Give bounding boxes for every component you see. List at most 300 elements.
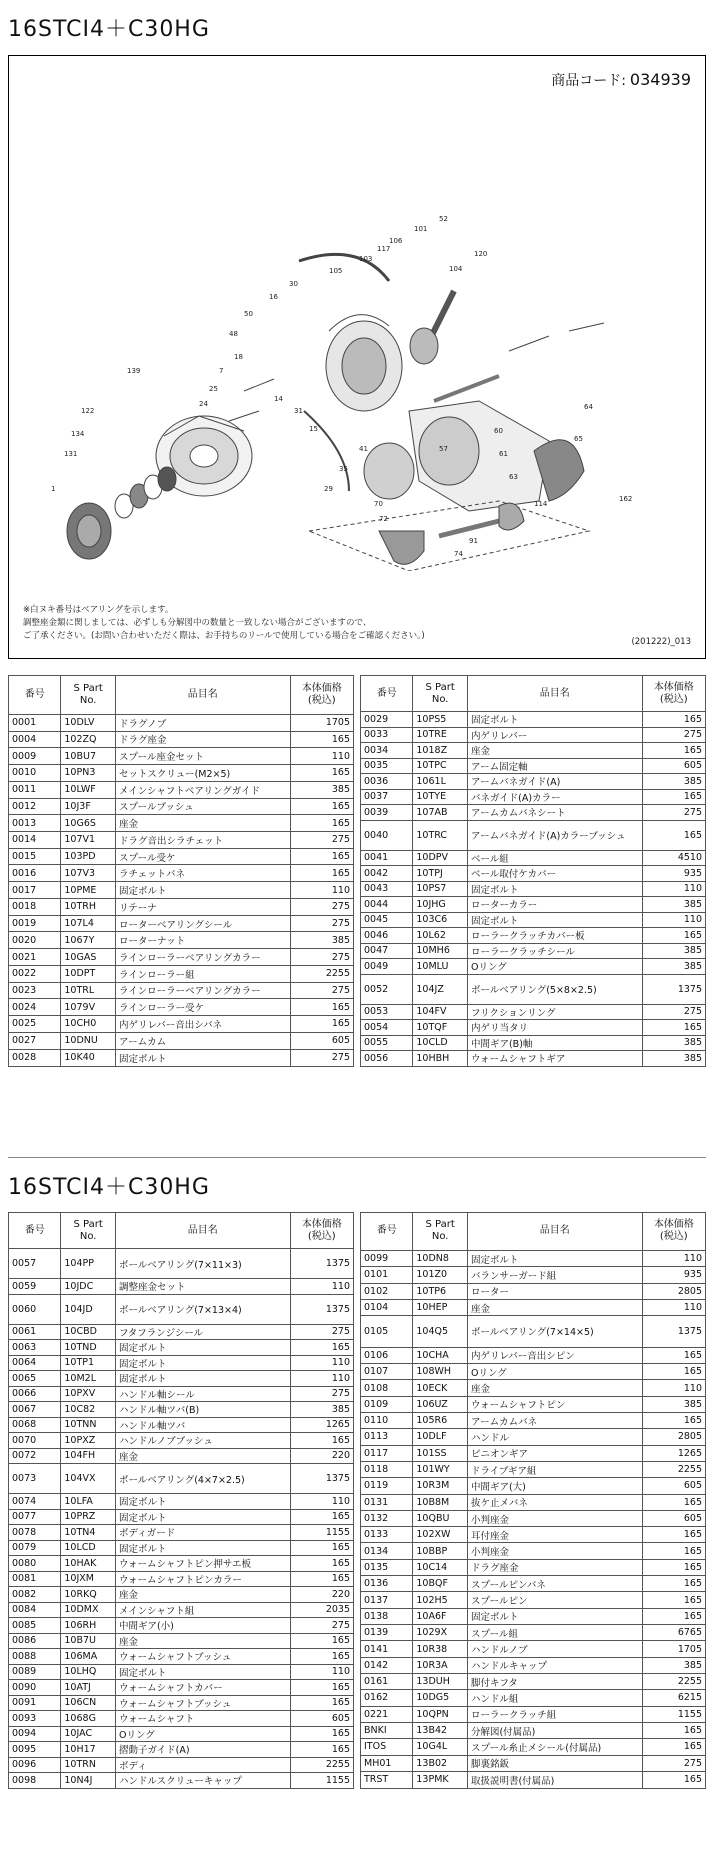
cell-price: 165: [290, 1540, 353, 1556]
cell-price: 275: [642, 805, 705, 821]
svg-text:162: 162: [619, 495, 633, 503]
header-name: 品目名: [115, 676, 290, 715]
cell-part-no: 1068G: [61, 1711, 116, 1727]
cell-number: 0138: [361, 1608, 413, 1624]
cell-item-name: アームカム: [115, 1032, 290, 1049]
cell-number: 0036: [361, 774, 413, 790]
cell-part-no: 10DMX: [61, 1602, 116, 1618]
cell-item-name: 中間ギア(大): [467, 1478, 642, 1494]
cell-item-name: 内ゲリレバー音出シピン: [467, 1347, 642, 1363]
cell-number: 0065: [9, 1371, 61, 1387]
header-price-line1: 本体価格: [301, 682, 342, 694]
cell-number: 0019: [9, 915, 61, 932]
cell-price: 4510: [642, 850, 705, 866]
cell-number: 0034: [361, 743, 413, 759]
cell-item-name: 中間ギア(小): [115, 1618, 290, 1634]
parts-table: [8, 675, 354, 1067]
cell-part-no: 10JDC: [61, 1279, 116, 1295]
svg-text:74: 74: [454, 550, 463, 558]
cell-item-name: ハンドルノブブッシュ: [115, 1433, 290, 1449]
cell-price: 165: [290, 1340, 353, 1356]
cell-price: 165: [642, 712, 705, 728]
cell-part-no: 13B02: [413, 1755, 468, 1771]
cell-part-no: 10TQF: [413, 1020, 468, 1036]
cell-number: 0009: [9, 748, 61, 765]
cell-item-name: 固定ボルト: [115, 1371, 290, 1387]
cell-price: 1265: [642, 1445, 705, 1461]
cell-item-name: フリクションリング: [467, 1004, 642, 1020]
cell-part-no: 10CLD: [413, 1035, 468, 1051]
cell-item-name: ハンドル組: [467, 1690, 642, 1706]
cell-price: 2035: [290, 1602, 353, 1618]
reel-exploded-view: [29, 151, 659, 571]
table-row: [361, 789, 706, 805]
cell-number: 0086: [9, 1633, 61, 1649]
cell-part-no: 10B7U: [61, 1633, 116, 1649]
cell-item-name: ハンドル軸ツバ: [115, 1417, 290, 1433]
cell-number: 0024: [9, 999, 61, 1016]
cell-number: 0047: [361, 943, 413, 959]
cell-number: 0104: [361, 1299, 413, 1315]
header-part-no: [413, 676, 468, 712]
table-row: [361, 866, 706, 882]
table-row: [361, 1739, 706, 1755]
header-row: [361, 676, 706, 712]
cell-price: 275: [290, 1049, 353, 1066]
cell-price: 385: [290, 1402, 353, 1418]
table-row: [9, 1711, 354, 1727]
table-row: [361, 912, 706, 928]
cell-price: 165: [290, 1016, 353, 1033]
diagram-reference: (201222)_013: [631, 637, 691, 647]
cell-part-no: 1067Y: [61, 932, 116, 949]
cell-item-name: リテーナ: [115, 898, 290, 915]
cell-price: 165: [642, 1020, 705, 1036]
cell-price: 275: [290, 898, 353, 915]
cell-number: 0072: [9, 1448, 61, 1464]
table-row: [361, 712, 706, 728]
table-row: [361, 758, 706, 774]
cell-number: 0142: [361, 1657, 413, 1673]
table-row: [9, 1664, 354, 1680]
cell-item-name: アームカムバネシート: [467, 805, 642, 821]
table-row: [361, 928, 706, 944]
cell-part-no: 10JHG: [413, 897, 468, 913]
cell-part-no: 10TPC: [413, 758, 468, 774]
table-row: [9, 1402, 354, 1418]
cell-item-name: ハンドル: [467, 1429, 642, 1445]
header-price: [642, 1213, 705, 1251]
table-row: [9, 1324, 354, 1340]
cell-number: 0057: [9, 1249, 61, 1279]
cell-item-name: 固定ボルト: [115, 1355, 290, 1371]
header-price-line1: 本体価格: [301, 1218, 342, 1230]
table-row: [9, 949, 354, 966]
cell-number: 0099: [361, 1250, 413, 1266]
cell-item-name: ラチェットバネ: [115, 865, 290, 882]
table-row: [361, 959, 706, 975]
header-name: 品目名: [467, 676, 642, 712]
cell-number: 0073: [9, 1464, 61, 1494]
cell-price: 275: [290, 1386, 353, 1402]
cell-price: 1705: [290, 714, 353, 731]
cell-number: 0018: [9, 898, 61, 915]
cell-price: 165: [290, 1726, 353, 1742]
cell-number: 0093: [9, 1711, 61, 1727]
cell-number: 0041: [361, 850, 413, 866]
cell-price: 110: [642, 1250, 705, 1266]
table-row: [361, 1429, 706, 1445]
cell-price: 275: [642, 727, 705, 743]
cell-part-no: 10H17: [61, 1742, 116, 1758]
table-row: [9, 1279, 354, 1295]
cell-part-no: 104PP: [61, 1249, 116, 1279]
table-row: [361, 1690, 706, 1706]
cell-number: 0012: [9, 798, 61, 815]
table-row: [361, 1051, 706, 1067]
table-row: [9, 1618, 354, 1634]
cell-part-no: 106UZ: [413, 1396, 468, 1412]
cell-price: 605: [642, 758, 705, 774]
svg-text:103: 103: [359, 255, 373, 263]
table-row: [9, 1371, 354, 1387]
svg-text:65: 65: [574, 435, 583, 443]
cell-price: 2255: [290, 1757, 353, 1773]
header-part-line2: No.: [431, 1231, 449, 1243]
cell-part-no: 10M2L: [61, 1371, 116, 1387]
cell-item-name: スプール座金セット: [115, 748, 290, 765]
cell-number: 0085: [9, 1618, 61, 1634]
cell-item-name: 固定ボルト: [467, 912, 642, 928]
header-no: 番号: [361, 1213, 413, 1251]
cell-price: 2805: [642, 1429, 705, 1445]
table-row: [9, 1556, 354, 1572]
cell-part-no: 10HEP: [413, 1299, 468, 1315]
table-row: [361, 1592, 706, 1608]
cell-item-name: 調整座金セット: [115, 1279, 290, 1295]
cell-part-no: 1061L: [413, 774, 468, 790]
product-code-label: 商品コード:: [551, 73, 626, 89]
table-row: [361, 1347, 706, 1363]
product-code-value: 034939: [629, 70, 691, 89]
cell-part-no: 106MA: [61, 1649, 116, 1665]
cell-part-no: 10PXV: [61, 1386, 116, 1402]
cell-price: 6765: [642, 1625, 705, 1641]
cell-price: 275: [290, 832, 353, 849]
header-price-line2: (税込): [307, 1230, 336, 1242]
header-row: [9, 676, 354, 715]
header-part-line1: S Part: [73, 682, 103, 694]
cell-number: 0094: [9, 1726, 61, 1742]
header-part-line2: No.: [431, 693, 449, 705]
table-row: [9, 1433, 354, 1449]
cell-item-name: ウォームシャフト: [115, 1711, 290, 1727]
cell-part-no: 10LCD: [61, 1540, 116, 1556]
table-row: [361, 1576, 706, 1592]
cell-number: 0101: [361, 1267, 413, 1283]
cell-item-name: ウォームシャフトピンカラー: [115, 1571, 290, 1587]
cell-price: 165: [642, 1722, 705, 1738]
header-row: [361, 1213, 706, 1251]
cell-item-name: 内ゲリ当タリ: [467, 1020, 642, 1036]
cell-number: 0027: [9, 1032, 61, 1049]
svg-text:122: 122: [81, 407, 95, 415]
cell-item-name: 脚付キフタ: [467, 1673, 642, 1689]
cell-item-name: メインシャフトベアリングガイド: [115, 781, 290, 798]
header-part-line1: S Part: [73, 1218, 103, 1230]
cell-part-no: 101SS: [413, 1445, 468, 1461]
cell-item-name: ボールベアリング(5×8×2.5): [467, 974, 642, 1004]
table-row: [9, 965, 354, 982]
cell-item-name: 固定ボルト: [115, 1540, 290, 1556]
cell-number: 0013: [9, 815, 61, 832]
table-row: [361, 1706, 706, 1722]
cell-item-name: ローラークラッチシール: [467, 943, 642, 959]
svg-text:29: 29: [324, 485, 333, 493]
cell-part-no: 10B8M: [413, 1494, 468, 1510]
cell-item-name: アームバネガイド(A)カラーブッシュ: [467, 820, 642, 850]
cell-part-no: 101WY: [413, 1461, 468, 1477]
cell-item-name: 固定ボルト: [115, 1340, 290, 1356]
table-row: [361, 1657, 706, 1673]
cell-price: 165: [290, 848, 353, 865]
cell-price: 605: [290, 1711, 353, 1727]
header-price-line1: 本体価格: [653, 681, 694, 693]
table-row: [9, 1525, 354, 1541]
cell-item-name: ベール取付ケカバー: [467, 866, 642, 882]
cell-price: 385: [642, 1396, 705, 1412]
svg-text:120: 120: [474, 250, 488, 258]
product-code: [551, 70, 691, 90]
cell-price: 165: [290, 1633, 353, 1649]
svg-text:48: 48: [229, 330, 238, 338]
cell-item-name: ベール組: [467, 850, 642, 866]
table-row: [9, 1294, 354, 1324]
cell-part-no: 102H5: [413, 1592, 468, 1608]
svg-text:101: 101: [414, 225, 428, 233]
cell-part-no: 10DLV: [61, 714, 116, 731]
cell-number: 0131: [361, 1494, 413, 1510]
svg-text:1: 1: [51, 485, 56, 493]
cell-number: 0105: [361, 1316, 413, 1348]
cell-item-name: ウォームシャフトブッシュ: [115, 1649, 290, 1665]
cell-number: 0161: [361, 1673, 413, 1689]
cell-part-no: 10QBU: [413, 1510, 468, 1526]
cell-item-name: ウォームシャフトカバー: [115, 1680, 290, 1696]
cell-price: 1375: [642, 1316, 705, 1348]
cell-part-no: 1029X: [413, 1625, 468, 1641]
cell-number: 0067: [9, 1402, 61, 1418]
cell-item-name: ボールベアリング(7×14×5): [467, 1316, 642, 1348]
table-row: [361, 1722, 706, 1738]
cell-item-name: ボールベアリング(7×13×4): [115, 1294, 290, 1324]
cell-item-name: Oリング: [467, 1364, 642, 1380]
cell-price: 2805: [642, 1283, 705, 1299]
cell-part-no: 10PS7: [413, 881, 468, 897]
cell-price: 220: [290, 1587, 353, 1603]
cell-number: 0023: [9, 982, 61, 999]
cell-item-name: Oリング: [115, 1726, 290, 1742]
header-name: 品目名: [467, 1213, 642, 1251]
cell-item-name: ドライブギア組: [467, 1461, 642, 1477]
table-row: [361, 727, 706, 743]
table-row: [361, 1543, 706, 1559]
cell-part-no: 10R3M: [413, 1478, 468, 1494]
cell-price: 165: [290, 731, 353, 748]
table-row: [9, 798, 354, 815]
table-row: [361, 1755, 706, 1771]
table-row: [9, 1355, 354, 1371]
cell-number: 0053: [361, 1004, 413, 1020]
cell-item-name: ウォームシャフトピン押サエ板: [115, 1556, 290, 1572]
section-divider: [8, 1157, 706, 1158]
table-row: [9, 848, 354, 865]
cell-item-name: 耳付座金: [467, 1527, 642, 1543]
cell-price: 935: [642, 866, 705, 882]
svg-text:70: 70: [374, 500, 383, 508]
parts-table: [8, 1212, 354, 1789]
header-no: 番号: [9, 676, 61, 715]
cell-part-no: 10MLU: [413, 959, 468, 975]
cell-price: 385: [642, 774, 705, 790]
svg-text:35: 35: [339, 465, 348, 473]
table-row: [361, 974, 706, 1004]
table-row: [361, 774, 706, 790]
cell-item-name: メインシャフト組: [115, 1602, 290, 1618]
table-row: [361, 1380, 706, 1396]
cell-item-name: 固定ボルト: [115, 882, 290, 899]
cell-part-no: 1018Z: [413, 743, 468, 759]
cell-number: 0037: [361, 789, 413, 805]
cell-part-no: 10L62: [413, 928, 468, 944]
cell-part-no: 10DLF: [413, 1429, 468, 1445]
cell-price: 165: [642, 928, 705, 944]
header-price-line2: (税込): [659, 693, 688, 705]
cell-number: 0021: [9, 949, 61, 966]
table-row: [9, 1509, 354, 1525]
cell-part-no: 10G4L: [413, 1739, 468, 1755]
cell-price: 110: [642, 912, 705, 928]
cell-price: 165: [642, 1608, 705, 1624]
table-row: [9, 1494, 354, 1510]
header-part-line1: S Part: [425, 681, 455, 693]
header-price-line1: 本体価格: [653, 1219, 694, 1231]
cell-part-no: 13B42: [413, 1722, 468, 1738]
table-row: [361, 1641, 706, 1657]
cell-item-name: ハンドルノブ: [467, 1641, 642, 1657]
cell-price: 385: [642, 1657, 705, 1673]
table-row: [9, 915, 354, 932]
cell-item-name: ラインローラーベアリングカラー: [115, 982, 290, 999]
cell-number: 0014: [9, 832, 61, 849]
cell-item-name: 小判座金: [467, 1510, 642, 1526]
table-row: [361, 1250, 706, 1266]
cell-number: 0060: [9, 1294, 61, 1324]
cell-number: 0119: [361, 1478, 413, 1494]
cell-number: 0108: [361, 1380, 413, 1396]
cell-part-no: 10A6F: [413, 1608, 468, 1624]
cell-number: 0080: [9, 1556, 61, 1572]
cell-price: 110: [290, 748, 353, 765]
cell-part-no: 10MH6: [413, 943, 468, 959]
cell-number: 0137: [361, 1592, 413, 1608]
cell-part-no: 10C82: [61, 1402, 116, 1418]
table-row: [9, 898, 354, 915]
cell-item-name: ドラグノブ: [115, 714, 290, 731]
cell-item-name: 取扱説明書(付属品): [467, 1771, 642, 1788]
cell-part-no: 107AB: [413, 805, 468, 821]
cell-item-name: ドラグ音出シラチェット: [115, 832, 290, 849]
cell-number: 0117: [361, 1445, 413, 1461]
table-row: [361, 1364, 706, 1380]
parts-table-section-1: [8, 675, 706, 1067]
cell-price: 935: [642, 1267, 705, 1283]
cell-part-no: 105R6: [413, 1412, 468, 1428]
cell-part-no: 10HBH: [413, 1051, 468, 1067]
cell-item-name: ピニオンギア: [467, 1445, 642, 1461]
table-row: [9, 1032, 354, 1049]
cell-item-name: スプールブッシュ: [115, 798, 290, 815]
cell-number: 0141: [361, 1641, 413, 1657]
cell-price: 110: [290, 1664, 353, 1680]
table-row: [361, 943, 706, 959]
cell-item-name: 座金: [115, 815, 290, 832]
cell-number: 0039: [361, 805, 413, 821]
diagram-notes: [23, 604, 425, 643]
cell-part-no: 13DUH: [413, 1673, 468, 1689]
cell-price: 165: [290, 1742, 353, 1758]
table-row: [9, 1680, 354, 1696]
svg-text:25: 25: [209, 385, 218, 393]
cell-number: 0001: [9, 714, 61, 731]
cell-number: 0020: [9, 932, 61, 949]
cell-price: 165: [642, 1559, 705, 1575]
cell-price: 165: [290, 1433, 353, 1449]
cell-part-no: 104FV: [413, 1004, 468, 1020]
cell-item-name: ローターベアリングシール: [115, 915, 290, 932]
cell-number: 0064: [9, 1355, 61, 1371]
cell-number: 0056: [361, 1051, 413, 1067]
note-washer: 調整座金類に関しましては、必ずしも分解図中の数量と一致しない場合がございますので、: [23, 618, 372, 628]
cell-part-no: 103PD: [61, 848, 116, 865]
cell-number: 0017: [9, 882, 61, 899]
svg-text:50: 50: [244, 310, 253, 318]
cell-number: 0068: [9, 1417, 61, 1433]
cell-item-name: 固定ボルト: [467, 712, 642, 728]
cell-part-no: 10LFA: [61, 1494, 116, 1510]
parts-table: [360, 1212, 706, 1789]
table-row: [9, 714, 354, 731]
cell-number: BNKI: [361, 1722, 413, 1738]
cell-price: 275: [642, 1004, 705, 1020]
table-row: [361, 805, 706, 821]
cell-item-name: ボールベアリング(4×7×2.5): [115, 1464, 290, 1494]
svg-text:64: 64: [584, 403, 593, 411]
cell-price: 1375: [290, 1464, 353, 1494]
cell-number: 0109: [361, 1396, 413, 1412]
cell-number: 0078: [9, 1525, 61, 1541]
cell-price: 165: [290, 865, 353, 882]
header-no: 番号: [361, 676, 413, 712]
cell-price: 220: [290, 1448, 353, 1464]
cell-part-no: 10BBP: [413, 1543, 468, 1559]
cell-item-name: ハンドル軸シール: [115, 1386, 290, 1402]
cell-number: 0074: [9, 1494, 61, 1510]
cell-price: 165: [642, 743, 705, 759]
table-row: [361, 1299, 706, 1315]
cell-item-name: 摺動子ガイド(A): [115, 1742, 290, 1758]
cell-item-name: ボディガード: [115, 1525, 290, 1541]
